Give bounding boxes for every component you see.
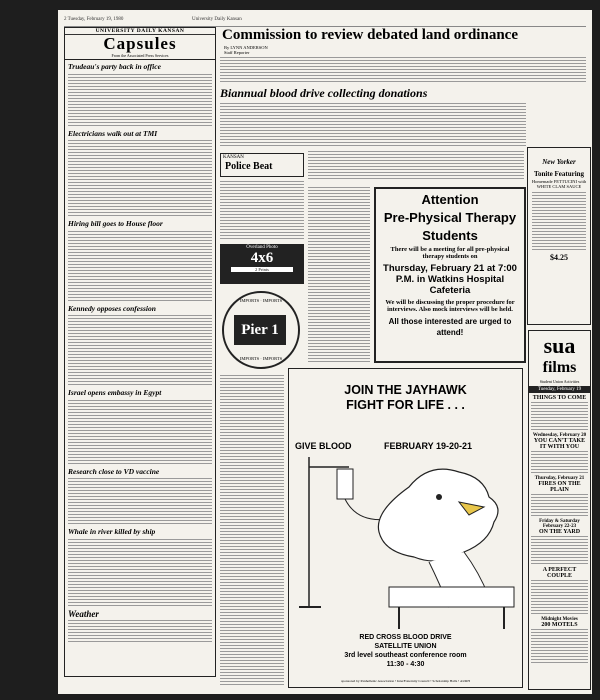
film-date: Thursday, February 21 [534, 476, 585, 481]
story-text [68, 399, 212, 465]
story-headline: Kennedy opposes confession [68, 303, 156, 313]
story-text [68, 538, 212, 607]
story-trudeau [65, 60, 215, 127]
pier1-ring-bottom: IMPORTS · IMPORTS [239, 356, 283, 361]
story-vd-vaccine [65, 465, 215, 526]
jayhawk-title2: FIGHT FOR LIFE . . . [346, 398, 465, 412]
film-title: YOU CAN'T TAKE IT WITH YOU [533, 438, 586, 450]
capsules-kicker: UNIVERSITY DAILY KANSAN [65, 28, 215, 35]
police-beat-title: Police Beat [225, 161, 273, 172]
film-title: 200 MOTELS [541, 622, 578, 628]
film-desc [531, 493, 588, 517]
film-desc [531, 450, 588, 474]
film-desc [531, 535, 588, 565]
lead-headline: Commission to review debated land ordinance [222, 27, 518, 43]
film-desc [531, 579, 588, 615]
blood-drive-info [289, 633, 522, 669]
sua-date-bar: Tuesday, February 19 [529, 386, 590, 393]
film-date: Midnight Movies [541, 617, 578, 622]
pre-pt-detail: We will be discussing the proper procedure for interviews. Also mock interviews will be held. [385, 299, 515, 313]
blood-drive-name: RED CROSS BLOOD DRIVE [359, 634, 452, 641]
film-date: Wednesday, February 20 [532, 433, 587, 438]
story-text [68, 73, 212, 127]
film-title: ON THE YARD [538, 529, 581, 535]
sua-films-ad [528, 330, 591, 690]
pier1-ring-top: IMPORTS · IMPORTS [239, 298, 283, 303]
story-tmi [65, 127, 215, 218]
film-listing [529, 431, 590, 474]
lead-story [220, 27, 586, 55]
capsules-subtitle: From the Associated Press Services [65, 53, 215, 60]
overland-photo-ad [220, 244, 304, 284]
film-date: Friday & Saturday February 22-23 [539, 519, 580, 529]
overland-name: Overland Photo [246, 245, 278, 250]
pre-pt-close: All those interested are urged to attend! [388, 317, 512, 337]
story-text [68, 619, 212, 643]
pre-pt-title3: Students [422, 228, 478, 243]
capsules-column [64, 27, 216, 677]
newspaper-page [58, 10, 592, 694]
story-weather [65, 607, 215, 644]
pre-pt-title1: Attention [421, 192, 479, 207]
story-text [68, 477, 212, 525]
film-listing [529, 474, 590, 517]
blood-drive-sponsors: sponsored by Panhellenic Association • InterFraternity Council • Scholarship Halls • AURH [341, 679, 470, 683]
story-headline: Electricians walk out at TMI [68, 128, 158, 138]
sua-logo: sua [543, 333, 576, 358]
story-text [68, 139, 212, 217]
police-beat-text [220, 180, 304, 240]
film-title: A PERFECT COUPLE [542, 567, 577, 579]
pier1-ad [222, 291, 300, 369]
film-listing [529, 517, 590, 565]
story-text [68, 314, 212, 386]
story-headline: Israel opens embassy in Egypt [68, 388, 162, 397]
paper-name: University Daily Kansan [192, 17, 242, 22]
new-yorker-price: $4.25 [550, 253, 568, 262]
lead-byline: By LYNN ANDERSON [224, 45, 268, 50]
blood-drive-text [220, 102, 526, 146]
police-beat-kicker: KANSAN [223, 155, 244, 160]
overland-size: 4x6 [250, 250, 274, 266]
story-headline: Trudeau's party back in office [68, 62, 161, 71]
blood-drive-ad [288, 368, 523, 688]
film-listing [529, 615, 590, 664]
police-beat-box [220, 153, 304, 177]
give-blood-label: GIVE BLOOD [295, 441, 352, 451]
column-text [308, 186, 370, 362]
pre-pt-ad [374, 187, 526, 363]
pre-pt-intro: There will be a meeting for all pre-physical therapy students on [390, 246, 510, 260]
page-date: 2 Tuesday, February 19, 1980 [64, 17, 124, 22]
film-listing [529, 393, 590, 431]
film-title: FIRES ON THE PLAIN [538, 481, 581, 493]
story-headline: Weather [68, 608, 99, 619]
blood-drive-location: SATELLITE UNION [374, 643, 437, 650]
story-whale [65, 525, 215, 607]
lead-byline-title: Staff Reporter [224, 50, 250, 55]
film-title: THINGS TO COME [532, 395, 587, 401]
jayhawk-title1: JOIN THE JAYHAWK [344, 383, 467, 397]
pre-pt-title2: Pre-Physical Therapy [383, 210, 517, 225]
column-text-lower [220, 374, 284, 686]
blood-drive-hours: 11:30 - 4:30 [386, 661, 425, 668]
new-yorker-logo: New Yorker [542, 158, 576, 166]
story-headline: Whale in river killed by ship [68, 527, 156, 536]
story-headline: Research close to VD vaccine [68, 466, 160, 476]
film-desc [531, 401, 588, 431]
new-yorker-ad [527, 147, 591, 325]
story-headline: Hiring bill goes to House floor [68, 219, 163, 228]
lead-story-text [220, 56, 586, 82]
jayhawk-illustration [289, 457, 524, 637]
blood-drive-text-cont [308, 150, 524, 180]
story-israel [65, 386, 215, 465]
new-yorker-desc [532, 191, 586, 251]
story-text [68, 230, 212, 302]
pre-pt-when: Thursday, February 21 at 7:00 P.M. in Watkins Hospital Cafeteria [383, 263, 517, 296]
sua-films-logo: films [542, 359, 577, 376]
film-desc [531, 628, 588, 664]
new-yorker-dish: Homemade FETTUCINI with WHITE CLAM SAUCE [531, 179, 587, 189]
story-kennedy [65, 302, 215, 387]
story-hiring-bill [65, 217, 215, 302]
new-yorker-tonite: Tonite Featuring [533, 170, 585, 178]
blood-drive-dates: FEBRUARY 19-20-21 [384, 441, 473, 451]
blood-drive-headline: Biannual blood drive collecting donations [220, 86, 428, 100]
sua-subtitle: Student Union Activities [539, 379, 580, 384]
blood-drive-room: 3rd level southeast conference room [344, 652, 467, 659]
film-listing [529, 565, 590, 615]
page-header [64, 16, 586, 27]
pier1-logo: Pier 1 [234, 315, 286, 345]
overland-prints: 2 Prints [231, 267, 293, 272]
capsules-title: Capsules [103, 34, 177, 53]
